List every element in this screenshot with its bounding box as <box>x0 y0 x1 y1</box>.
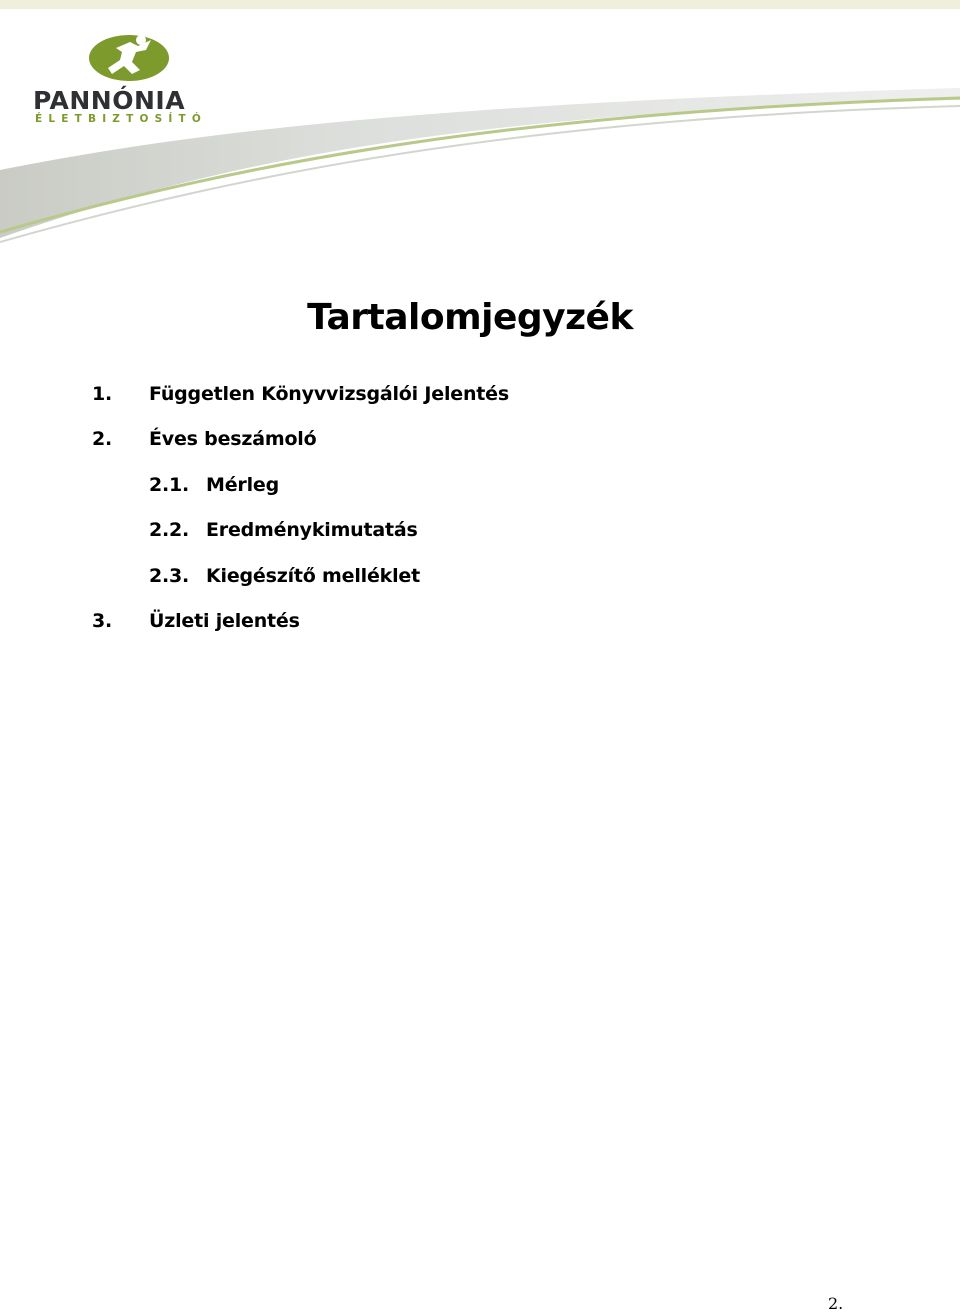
toc-label: Kiegészítő melléklet <box>206 565 420 587</box>
toc-number: 3. <box>92 610 113 632</box>
toc-label: Eredménykimutatás <box>206 519 418 541</box>
toc-entry-2-2[interactable] <box>149 517 609 543</box>
logo-wordmark: PANNÓNIA <box>33 86 186 115</box>
page-number: 2. <box>828 1294 844 1313</box>
toc-number: 2.3. <box>149 565 190 587</box>
toc-number: 2. <box>92 428 113 450</box>
toc-entry-3[interactable] <box>92 608 612 634</box>
toc-entry-1[interactable] <box>92 381 612 407</box>
toc-label: Éves beszámoló <box>149 428 317 450</box>
toc-label: Független Könyvvizsgálói Jelentés <box>149 383 509 405</box>
toc-entry-2-3[interactable] <box>149 563 609 589</box>
page-title: Tartalomjegyzék <box>307 297 633 338</box>
toc-number: 2.2. <box>149 519 190 541</box>
toc-entry-2[interactable] <box>92 426 612 452</box>
toc-entry-2-1[interactable] <box>149 472 609 498</box>
logo-tagline: ÉLETBIZTOSÍTÓ <box>35 113 207 125</box>
toc-number: 2.1. <box>149 474 190 496</box>
toc-label: Üzleti jelentés <box>149 610 300 632</box>
toc-label: Mérleg <box>206 474 279 496</box>
toc-number: 1. <box>92 383 113 405</box>
